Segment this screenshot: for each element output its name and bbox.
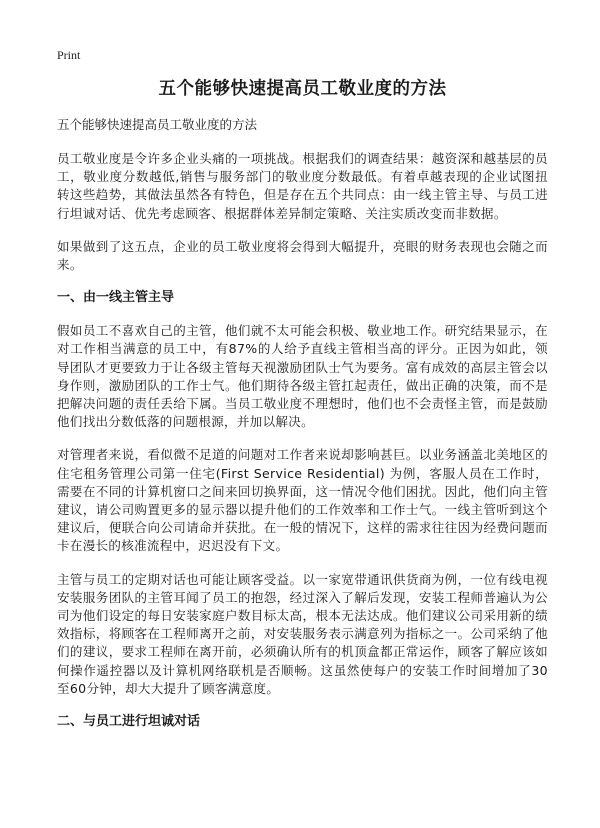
section-heading: 一、由一线主管主导 <box>57 290 175 306</box>
body-paragraph: 主管与员工的定期对话也可能让顾客受益。以一家宽带通讯供货商为例，一位有线电视安装服务团队的主管耳闻了员工的抱怨，经过深入了解后发现，安装工程师普遍认为公司为他们设定的每日安装家庭户数目标太高，根本无法达成。他们建议公司采用新的绩效指标，将顾客在工程师离开之前，对安装服务表示满意列为指标之一。公司采纳了他们的建议，要求工程师在离开前，必须确认所有的机顶盒都正常运作，顾客了解应该如何操作遥控器以及计算机网络联机是否顺畅。这虽然使每户的安装工作时间增加了30至60分钟，却大大提升了顾客满意度。 <box>57 571 548 696</box>
intro-paragraph: 如果做到了这五点，企业的员工敬业度将会得到大幅提升，亮眼的财务表现也会随之而来。 <box>57 238 548 273</box>
body-paragraph: 假如员工不喜欢自己的主管，他们就不太可能会积极、敬业地工作。研究结果显示，在对工作相当满意的员工中，有87%的人给予直线主管相当高的评分。正因为如此，领导团队才更要致力于让各级主管每天视激励团队士气为要务。富有成效的高层主管会以身作则，激励团队的工作士气。他们期待各级主管扛起责任，做出正确的决策，而不是把解决问题的责任丢给下属。当员工敬业度不理想时，他们也不会责怪主管，而是鼓励他们找出分数低落的问题根源，并加以解决。 <box>57 323 548 430</box>
section-heading: 二、与员工进行坦诚对话 <box>57 714 201 730</box>
document-title: 五个能够快速提高员工敬业度的方法 <box>158 79 447 99</box>
print-link[interactable]: Print <box>57 48 81 62</box>
intro-paragraph: 员工敬业度是令许多企业头痛的一项挑战。根据我们的调查结果：越资深和越基层的员工，敬业度分数越低,销售与服务部门的敬业度分数最低。有着卓越表现的企业试图扭转这些趋势，其做法虽然各有特色，但是存在五个共同点：由一线主管主导、与员工进行坦诚对话、优先考虑顾客、根据群体差异制定策略、关注实质改变而非数据。 <box>57 151 548 221</box>
document-subtitle: 五个能够快速提高员工敬业度的方法 <box>57 117 258 132</box>
body-paragraph: 对管理者来说，看似微不足道的问题对工作者来说却影响甚巨。以业务涵盖北美地区的住宅租务管理公司第一住宅(First Service Residential) 为例，客服人员在工作时，需要在不同的计算机窗口之间来回切换界面，这一情况令他们困扰。因此，他们向主管建议，请公司购置更多的显示器以提升他们的工作效率和工作士气。一线主管听到这个建议后，便联合向公司请命并获批。在一般的情况下，这样的需求往往因为经费问题而卡在漫长的核准流程中，迟迟没有下文。 <box>57 447 548 554</box>
